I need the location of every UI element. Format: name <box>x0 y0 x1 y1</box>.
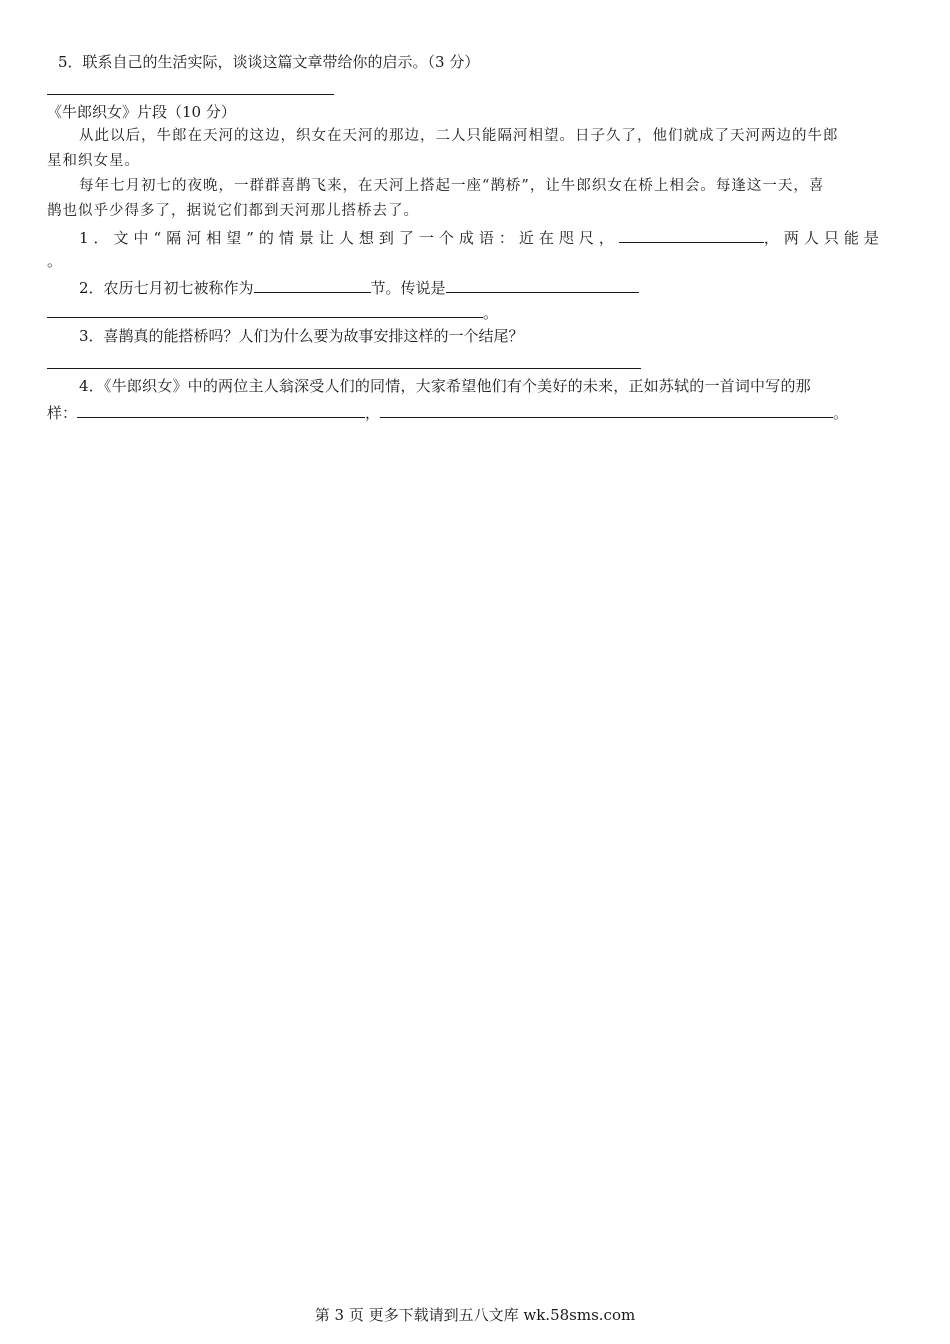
answer-blank-q4-verse-1[interactable] <box>77 399 365 418</box>
section-title-text: 《牛郎织女》片段（10 分） <box>47 103 236 121</box>
question-4-prefix: 样： <box>47 404 78 422</box>
passage-paragraph-2-line-1: 每年七月初七的夜晚，一群群喜鹊飞来，在天河上搭起一座“鹊桥”，让牛郎织女在桥上相会。每逢这一天，喜 <box>79 178 825 194</box>
answer-blank-q2-legend[interactable] <box>446 274 639 293</box>
answer-blank-q4-verse-2[interactable] <box>380 399 833 418</box>
question-2-line-2 <box>47 299 904 326</box>
question-1 <box>79 224 904 251</box>
question-4-end: 。 <box>833 404 849 422</box>
question-1-text-2: ，两人只能是 <box>763 229 884 247</box>
footer-text: 第 3 页 更多下载请到五八文库 wk.58sms.com <box>314 1306 636 1324</box>
answer-blank-q2-legend-cont[interactable] <box>47 299 483 318</box>
answer-line-q5[interactable] <box>47 94 334 95</box>
passage-paragraph-1-line-1: 从此以后，牛郎在天河的这边，织女在天河的那边，二人只能隔河相望。日子久了，他们就成了天河两边的牛郎 <box>79 128 839 144</box>
question-5 <box>58 50 915 75</box>
answer-blank-q1-idiom[interactable] <box>619 224 764 243</box>
question-5-text: 5．联系自己的生活实际，谈谈这篇文章带给你的启示。（3 分） <box>58 53 480 71</box>
passage-paragraph-1-line-2: 星和织女星。 <box>47 153 140 169</box>
answer-line-q3[interactable] <box>47 368 641 369</box>
passage-paragraph-2-line-2: 鹊也似乎少得多了，据说它们都到天河那儿搭桥去了。 <box>47 203 419 219</box>
question-3-text: 3．喜鹊真的能搭桥吗？人们为什么要为故事安排这样的一个结尾？ <box>79 327 524 345</box>
question-2-text: 2．农历七月初七被称作为 <box>79 279 254 297</box>
question-1-end: 。 <box>47 252 63 270</box>
question-4-text: 4．《牛郎织女》中的两位主人翁深受人们的同情，大家希望他们有个美好的未来，正如苏轼的一首词中写的那 <box>79 377 811 395</box>
page-footer <box>0 1304 950 1326</box>
question-4-line-2 <box>47 399 904 426</box>
question-2-end: 。 <box>483 304 499 322</box>
question-1-text: 1．文中“隔河相望”的情景让人想到了一个成语：近在咫尺， <box>79 229 619 247</box>
question-3 <box>79 324 904 349</box>
question-2-text-2: 节。传说是 <box>370 279 446 297</box>
question-2 <box>79 274 904 301</box>
question-4-sep: ， <box>365 404 381 422</box>
section-title <box>47 100 904 125</box>
question-4-line-1 <box>79 374 904 399</box>
answer-blank-q2-festival[interactable] <box>254 274 371 293</box>
